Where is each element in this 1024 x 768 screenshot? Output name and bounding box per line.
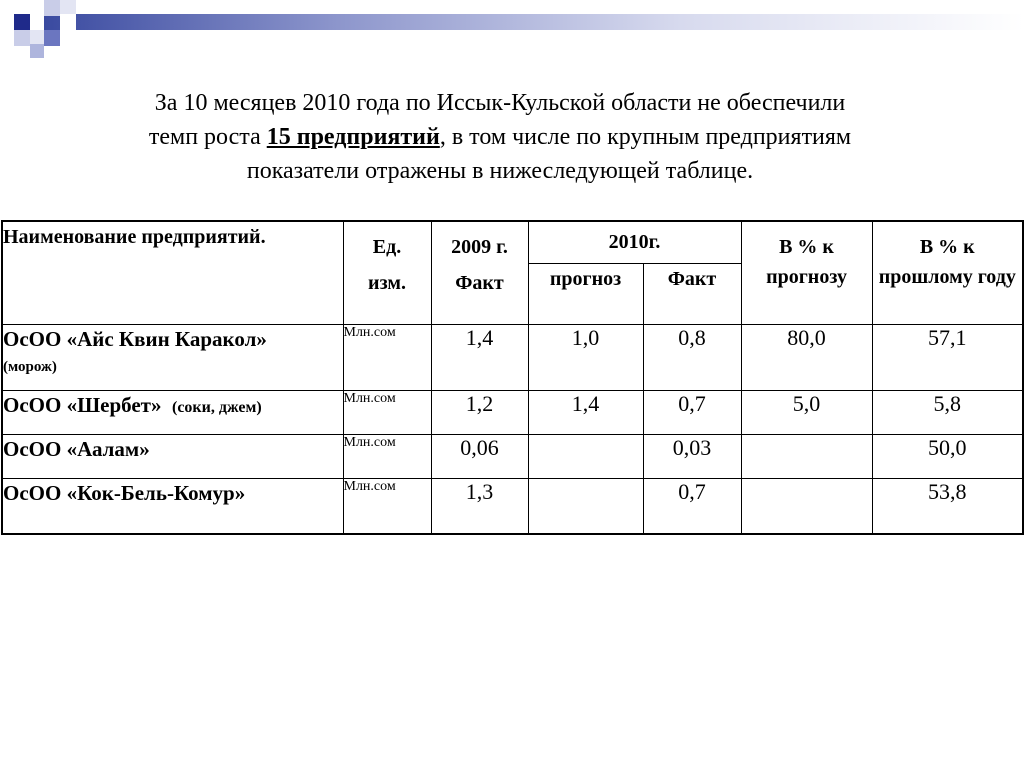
table-row [2,324,1023,390]
intro-line-3: показатели отражены в нижеследующей таблице. [246,158,754,184]
enterprises-table [1,220,1024,535]
header-gradient-bar [44,14,1024,30]
deco-square [60,14,76,30]
deco-square [44,30,60,46]
row-fact: 0,7 [643,478,741,534]
row-forecast [528,434,643,478]
row-forecast: 1,4 [528,390,643,434]
deco-square [14,14,30,30]
row-note: (соки, джем) [172,398,262,416]
header-unit [343,221,431,324]
row-note: (морож) [3,358,57,375]
row-name: ОсОО «Аалам» [3,436,150,461]
row-name-cell [2,390,343,434]
header-forecast-label: прогноз [549,267,622,290]
header-pct-prev [872,221,1023,324]
deco-square [44,0,60,16]
row-forecast [528,478,643,534]
row-unit: Млн.сом [343,434,431,478]
header-unit-line1: Ед. [372,236,402,258]
header-2009 [431,221,528,324]
row-pct-forecast: 5,0 [741,390,872,434]
row-unit: Млн.сом [343,324,431,390]
header-unit-line2: изм. [368,272,406,294]
row-2009: 1,4 [431,324,528,390]
row-unit: Млн.сом [343,390,431,434]
row-name-cell [2,434,343,478]
row-pct-prev: 5,8 [872,390,1023,434]
row-fact: 0,8 [643,324,741,390]
row-2009: 1,2 [431,390,528,434]
row-pct-forecast [741,478,872,534]
deco-square [14,30,30,46]
intro-line-2-pre: темп роста [148,124,267,150]
row-2009: 1,3 [431,478,528,534]
row-pct-prev: 53,8 [872,478,1023,534]
table-row [2,478,1023,534]
row-fact: 0,7 [643,390,741,434]
row-forecast: 1,0 [528,324,643,390]
intro-line-2-post: , в том числе по крупным предприятиям [439,124,852,150]
header-2009-line2: Факт [455,272,504,294]
intro-line-1: За 10 месяцев 2010 года по Иссык-Кульской области не обеспечили [154,90,846,116]
row-name: ОсОО «Шербет» [3,392,162,417]
header-row-1 [2,221,1023,263]
intro-emphasis: 15 предприятий [266,124,440,150]
header-pct-forecast-label: В % к прогнозу [766,236,847,288]
header-decoration [0,0,1024,60]
intro-line-2 [60,120,940,154]
row-2009: 0,06 [431,434,528,478]
table-row [2,434,1023,478]
header-pct-forecast [741,221,872,324]
header-name [2,221,343,324]
deco-square [30,44,44,58]
table-row [2,390,1023,434]
header-2010-label: 2010г. [608,231,661,254]
row-unit: Млн.сом [343,478,431,534]
row-fact: 0,03 [643,434,741,478]
row-pct-prev: 50,0 [872,434,1023,478]
row-pct-forecast: 80,0 [741,324,872,390]
header-name-label: Наименование предприятий. [3,226,266,248]
header-pct-prev-label: В % к прошлому году [878,236,1016,288]
row-name-cell [2,324,343,390]
row-pct-forecast [741,434,872,478]
row-name: ОсОО «Кок-Бель-Комур» [3,480,246,505]
header-forecast [528,263,643,324]
header-2010 [528,221,741,263]
row-name-cell [2,478,343,534]
intro-text [60,86,940,188]
header-fact [643,263,741,324]
row-pct-prev: 57,1 [872,324,1023,390]
header-fact-label: Факт [667,267,717,290]
row-name: ОсОО «Айс Квин Каракол» [3,326,267,351]
header-2009-line1: 2009 г. [451,236,508,258]
